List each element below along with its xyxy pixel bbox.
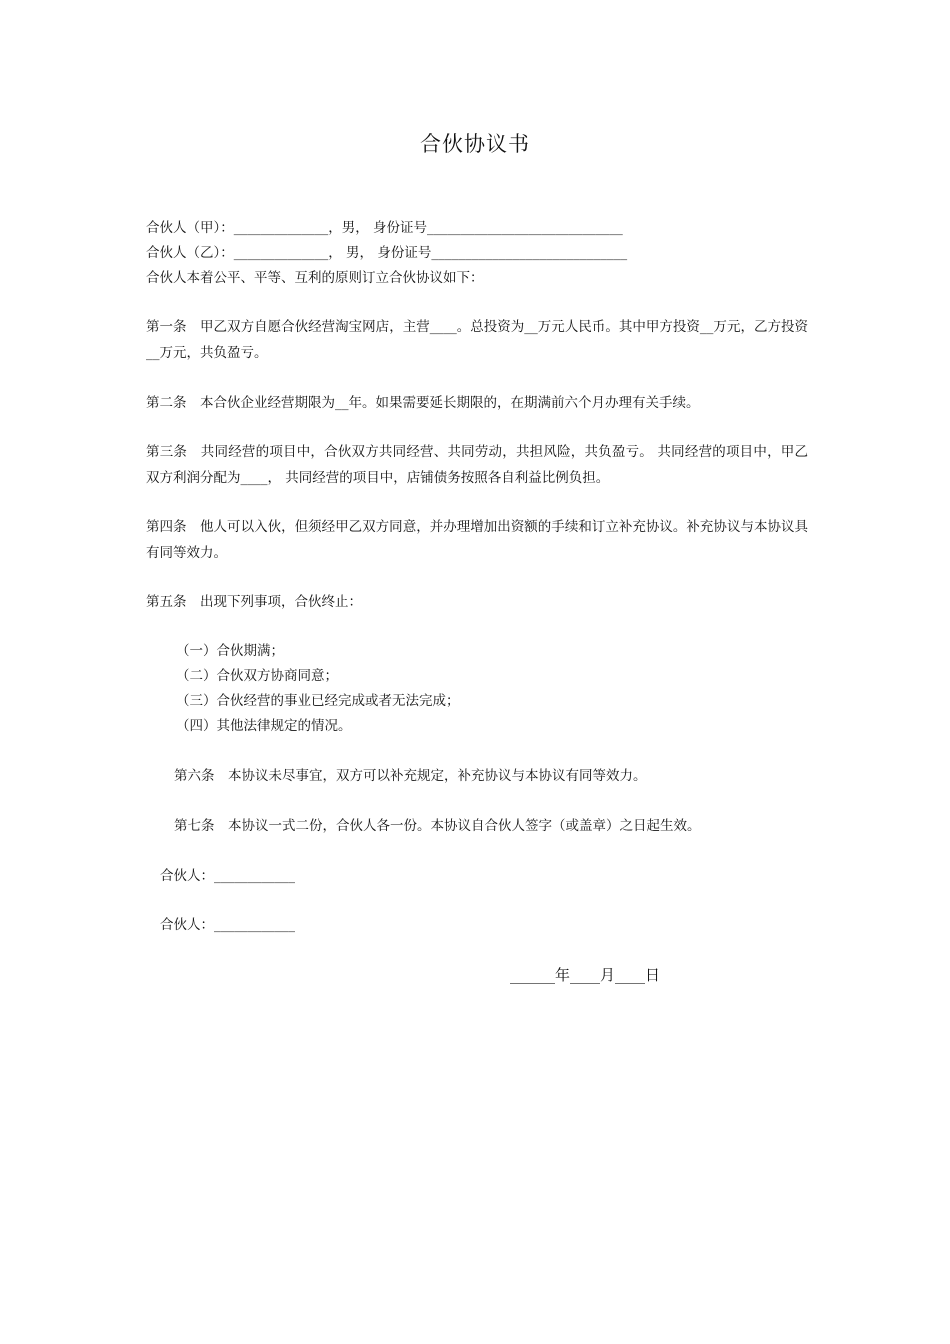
article-4: 第四条 他人可以入伙，但须经甲乙双方同意，并办理增加出资额的手续和订立补充协议。补充协议与本协议具有同等效力。 bbox=[146, 519, 808, 561]
article-6: 第六条 本协议未尽事宜，双方可以补充规定，补充协议与本协议有同等效力。 bbox=[174, 768, 647, 784]
list-item: （一）合伙期满； bbox=[176, 643, 284, 659]
article-3: 第三条 共同经营的项目中，合伙双方共同经营、共同劳动，共担风险，共负盈亏。 共同经营的项目中，甲乙双方利润分配为____， 共同经营的项目中，店铺债务按照各自利益比例负担。 bbox=[146, 444, 808, 486]
party-a-line: 合伙人（甲）：______________，男， 身份证号_____________________________ bbox=[146, 220, 623, 236]
article-7: 第七条 本协议一式二份，合伙人各一份。本协议自合伙人签字（或盖章）之日起生效。 bbox=[174, 818, 701, 834]
signature-partner-2: 合伙人：____________ bbox=[160, 917, 295, 933]
list-item: （二）合伙双方协商同意； bbox=[176, 668, 338, 684]
signature-partner-1: 合伙人：____________ bbox=[160, 868, 295, 884]
list-item: （三）合伙经营的事业已经完成或者无法完成； bbox=[176, 693, 460, 709]
article-5: 第五条 出现下列事项，合伙终止： bbox=[146, 594, 362, 610]
document-title: 合伙协议书 bbox=[420, 132, 530, 156]
intro-line: 合伙人本着公平、平等、互利的原则订立合伙协议如下： bbox=[146, 270, 484, 286]
signing-date: ______年____月____日 bbox=[510, 966, 661, 984]
article-1: 第一条 甲乙双方自愿合伙经营淘宝网店，主营____。总投资为__万元人民币。其中甲方投资__万元，乙方投资__万元，共负盈亏。 bbox=[146, 319, 808, 361]
party-b-line: 合伙人（乙）：______________， 男， 身份证号_____________________________ bbox=[146, 245, 628, 261]
list-item: （四）其他法律规定的情况。 bbox=[176, 718, 352, 734]
article-2: 第二条 本合伙企业经营期限为__年。如果需要延长期限的，在期满前六个月办理有关手续。 bbox=[146, 395, 700, 411]
